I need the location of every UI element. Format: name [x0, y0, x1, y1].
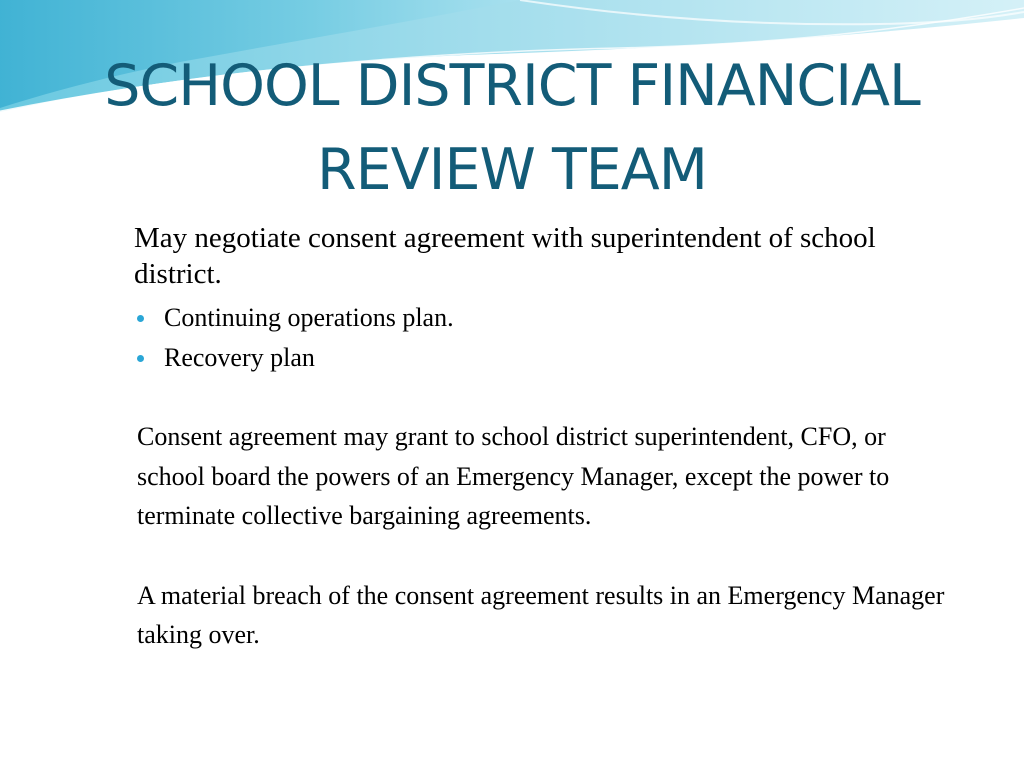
bullet-text: Recovery plan	[164, 343, 315, 372]
title-line-1: SCHOOL DISTRICT FINANCIAL	[104, 53, 920, 119]
bullet-item	[134, 338, 949, 378]
bullet-dot-icon	[137, 355, 144, 362]
breach-paragraph: A material breach of the consent agreement results in an Emergency Manager taking over.	[137, 580, 945, 649]
title-line-2: REVIEW TEAM	[317, 137, 707, 203]
bullet-item	[134, 298, 949, 338]
bullet-list	[134, 298, 949, 378]
lead-text: May negotiate consent agreement with superintendent of school district.	[134, 222, 876, 290]
slide-title	[40, 44, 984, 212]
bullet-dot-icon	[137, 315, 144, 322]
consent-paragraph: Consent agreement may grant to school district superintendent, CFO, or school board the powers of an Emergency Manager, except the power to terminate collective bargaining agreements.	[137, 422, 890, 530]
bullet-text: Continuing operations plan.	[164, 303, 454, 332]
slide-body	[134, 220, 949, 655]
